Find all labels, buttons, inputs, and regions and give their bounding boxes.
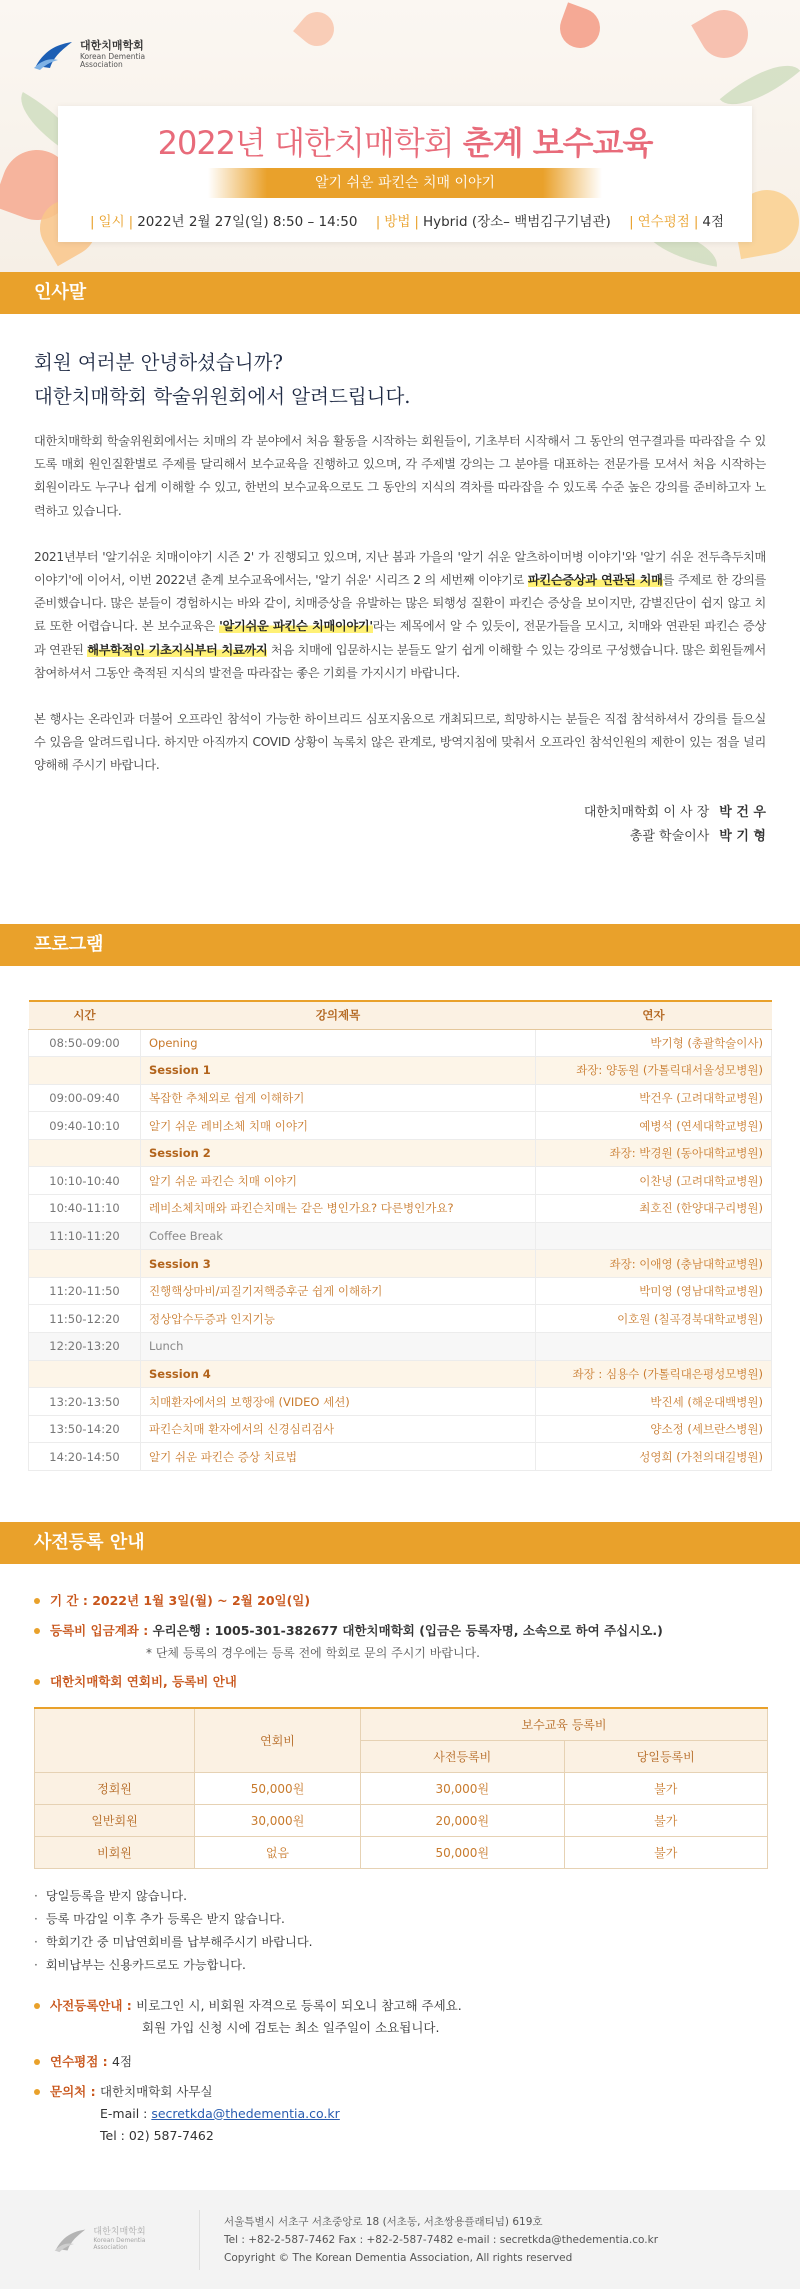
program-speaker: 박진세 (해운대백병원)	[536, 1388, 772, 1416]
paragraph-text: 2021년부터 '알기쉬운 치매이야기 시즌 2' 가 진행되고 있으며, 지난 봄과 가을의 '알기 쉬운 알츠하이머병 이야기'와 '알기 쉬운 전두측두치매 이야기'에 이어서, 이번 2022년 춘계 보수교육에서는, '알기 쉬운' 시리즈 2 의 세번째 이야기로	[34, 549, 766, 588]
footer-contacts: Tel : +82-2-587-7462 Fax : +82-2-587-7482 e-mail : secretkda@thedementia.co.kr	[224, 2233, 659, 2246]
fee-header-onsite: 당일등록비	[564, 1740, 768, 1772]
program-time: 14:20-14:50	[29, 1443, 141, 1471]
main-title	[58, 118, 752, 164]
signature-block	[34, 801, 766, 849]
program-row	[29, 1305, 772, 1333]
pre-registration-info	[34, 1995, 766, 2017]
program-speaker: 박기형 (총괄학술이사)	[536, 1029, 772, 1057]
main-title-highlight: 춘계 보수교육	[462, 124, 653, 162]
fee-onsite: 불가	[564, 1836, 768, 1868]
program-lecture-title: Session 1	[141, 1057, 536, 1085]
credit-value: 4점	[702, 214, 725, 230]
program-speaker: 성영희 (가천의대길병원)	[536, 1443, 772, 1471]
signer-2-role: 총괄 학술이사	[629, 828, 710, 844]
fee-member-category: 일반회원	[35, 1804, 195, 1836]
fee-table	[34, 1707, 768, 1869]
program-lecture-title: 알기 쉬운 파킨슨 증상 치료법	[141, 1443, 536, 1471]
greeting-heading-line-1: 회원 여러분 안녕하셨습니까?	[34, 351, 283, 374]
footer-copyright: Copyright © The Korean Dementia Association, All rights reserved	[224, 2251, 573, 2264]
highlight-text: 해부학적인 기초지식부터 치료까지	[87, 642, 268, 657]
program-time: 12:20-13:20	[29, 1333, 141, 1361]
program-lecture-title: 파킨슨치매 환자에서의 신경심리검사	[141, 1415, 536, 1443]
pre-value-2: 회원 가입 신청 시에 검토는 최소 일주일이 소요됩니다.	[142, 2019, 440, 2035]
fee-header-blank	[35, 1708, 195, 1772]
program-speaker: 박건우 (고려대학교병원)	[536, 1084, 772, 1112]
program-lecture-title: 알기 쉬운 레비소체 치매 이야기	[141, 1112, 536, 1140]
fee-annual: 없음	[195, 1836, 361, 1868]
program-time	[29, 1250, 141, 1278]
program-lecture-title: Session 2	[141, 1139, 536, 1167]
program-lecture-title: Session 4	[141, 1360, 536, 1388]
fee-header-row	[35, 1708, 768, 1740]
program-speaker: 이찬녕 (고려대학교병원)	[536, 1167, 772, 1195]
pre-label: 사전등록안내 :	[50, 1997, 137, 2013]
program-speaker: 좌장: 박경원 (동아대학교병원)	[536, 1139, 772, 1167]
section-title-program: 프로그램	[0, 924, 800, 966]
program-lecture-title: 진행핵상마비/피질기저핵증후군 쉽게 이해하기	[141, 1277, 536, 1305]
program-row	[29, 1139, 772, 1167]
pre-value-1: 비로그인 시, 비회원 자격으로 등록이 되오니 참고해 주세요.	[136, 1997, 462, 2013]
fee-label: 대한치매학회 연회비, 등록비 안내	[50, 1674, 237, 1689]
program-lecture-title: 레비소체치매와 파킨슨치매는 같은 병인가요? 다른병인가요?	[141, 1195, 536, 1223]
signer-1-name: 박 건 우	[719, 804, 766, 820]
footer-logo-korean: 대한치매학회	[93, 2227, 146, 2238]
registration-note-item: · 회비납부는 신용카드로도 가능합니다.	[34, 1954, 766, 1977]
email-label: E-mail :	[100, 2105, 152, 2121]
program-row	[29, 1277, 772, 1305]
program-speaker: 최호진 (한양대구리병원)	[536, 1195, 772, 1223]
group-registration-note: * 단체 등록의 경우에는 등록 전에 학회로 문의 주시기 바랍니다.	[146, 1646, 480, 1660]
program-lecture-title: 치매환자에서의 보행장애 (VIDEO 세션)	[141, 1388, 536, 1416]
program-speaker	[536, 1222, 772, 1250]
main-title-prefix: 2022년 대한치매학회	[157, 124, 463, 162]
program-section	[0, 966, 800, 1522]
program-lecture-title: 정상압수두증과 인지기능	[141, 1305, 536, 1333]
registration-period	[34, 1590, 766, 1612]
program-time: 11:20-11:50	[29, 1277, 141, 1305]
registration-note-item: · 당일등록을 받지 않습니다.	[34, 1885, 766, 1908]
section-title-greeting: 인사말	[0, 272, 800, 314]
fee-row	[35, 1804, 768, 1836]
footer-logo[interactable]	[0, 2210, 200, 2270]
contact-value: 대한치매학회 사무실	[99, 2083, 213, 2099]
program-lecture-title: 알기 쉬운 파킨슨 치매 이야기	[141, 1167, 536, 1195]
method-label: 방법	[384, 214, 411, 230]
program-row	[29, 1029, 772, 1057]
date-value: 2022년 2월 27일(일) 8:50 – 14:50	[137, 214, 358, 230]
greeting-paragraph-2	[34, 546, 766, 685]
program-table	[28, 1000, 772, 1471]
program-time	[29, 1360, 141, 1388]
col-header-title: 강의제목	[141, 1001, 536, 1029]
program-time: 11:50-12:20	[29, 1305, 141, 1333]
col-header-time: 시간	[29, 1001, 141, 1029]
title-card	[58, 106, 752, 242]
greeting-section	[0, 314, 800, 924]
date-label: 일시	[98, 214, 125, 230]
fee-header-pre: 사전등록비	[361, 1740, 565, 1772]
registration-section	[0, 1564, 800, 2147]
email-line	[34, 2103, 766, 2125]
credit-label: 연수평점	[637, 214, 690, 230]
kda-logo-icon	[32, 38, 74, 72]
program-lecture-title: Lunch	[141, 1333, 536, 1361]
fee-row	[35, 1836, 768, 1868]
fee-header-edu: 보수교육 등록비	[361, 1708, 768, 1740]
fee-onsite: 불가	[564, 1772, 768, 1804]
col-header-speaker: 연자	[536, 1001, 772, 1029]
contact-label: 문의처 :	[50, 2083, 100, 2099]
registration-notes-list	[34, 1885, 766, 1977]
signer-1-role: 대한치매학회 이 사 장	[583, 804, 710, 820]
program-row	[29, 1388, 772, 1416]
credit-info-label: 연수평점 :	[50, 2053, 113, 2069]
program-time	[29, 1139, 141, 1167]
program-speaker: 좌장 : 심용수 (가톨릭대은평성모병원)	[536, 1360, 772, 1388]
table-header-row	[29, 1001, 772, 1029]
logo-korean-name: 대한치매학회	[80, 39, 144, 53]
paragraph-text: 라는 제목에서 알 수 있듯이, 전문가들을 모시고, 치매와 연관된 파킨슨 증상과 연관된	[34, 619, 766, 657]
program-lecture-title: 복잡한 추체외로 쉽게 이해하기	[141, 1084, 536, 1112]
registration-note-item: · 학회기간 중 미납연회비를 납부해주시기 바랍니다.	[34, 1931, 766, 1954]
fee-annual: 50,000원	[195, 1772, 361, 1804]
fee-member-category: 비회원	[35, 1836, 195, 1868]
program-row	[29, 1222, 772, 1250]
footer-logo-english-1: Korean Dementia	[93, 2236, 146, 2244]
program-time: 11:10-11:20	[29, 1222, 141, 1250]
signer-2-name: 박 기 형	[719, 828, 766, 844]
fee-pre-registration: 30,000원	[361, 1772, 565, 1804]
credit-info	[34, 2051, 766, 2073]
logo-english-name-2: Association	[80, 60, 123, 70]
association-logo[interactable]	[32, 38, 145, 72]
fee-onsite: 불가	[564, 1804, 768, 1836]
program-row	[29, 1360, 772, 1388]
fee-pre-registration: 20,000원	[361, 1804, 565, 1836]
program-speaker: 예병석 (연세대학교병원)	[536, 1112, 772, 1140]
program-time	[29, 1057, 141, 1085]
greeting-paragraph-1: 대한치매학회 학술위원회에서는 치매의 각 분야에서 처음 활동을 시작하는 회원들이, 기초부터 시작해서 그 동안의 연구결과를 따라잡을 수 있도록 매회 원인질환별로 주제를 달리해서 보수교육을 진행하고 있으며, 각 주제별 강의는 그 분야를 대표하는 전문가를 모셔서 처음 시작하는 회원이라도 누구나 쉽게 이해할 수 있고, 한번의 보수교육으로도 그 동안의 지식의 격차를 따라잡을 수 있도록 수준 높은 강의를 준비하고자 노력하고 있습니다.	[34, 434, 766, 518]
program-time: 08:50-09:00	[29, 1029, 141, 1057]
flower-petal-decoration	[293, 5, 341, 53]
greeting-heading-line-2: 대한치매학회 학술위원회에서 알려드립니다.	[34, 385, 411, 408]
program-speaker: 박미영 (영남대학교병원)	[536, 1277, 772, 1305]
program-lecture-title: Coffee Break	[141, 1222, 536, 1250]
registration-account	[34, 1620, 766, 1642]
footer-logo-english-2: Association	[93, 2243, 128, 2251]
section-title-registration: 사전등록 안내	[0, 1522, 800, 1564]
footer	[0, 2190, 800, 2289]
program-row	[29, 1415, 772, 1443]
logo-english-name-1: Korean Dementia	[80, 51, 146, 61]
fee-member-category: 정회원	[35, 1772, 195, 1804]
fee-annual: 30,000원	[195, 1804, 361, 1836]
fee-pre-registration: 50,000원	[361, 1836, 565, 1868]
program-speaker: 좌장: 양동원 (가톨릭대서울성모병원)	[536, 1057, 772, 1085]
registration-note-item: · 등록 마감일 이후 추가 등록은 받지 않습니다.	[34, 1908, 766, 1931]
flower-petal-decoration	[554, 2, 605, 53]
program-time: 10:40-11:10	[29, 1195, 141, 1223]
program-row	[29, 1333, 772, 1361]
greeting-paragraph-3: 본 행사는 온라인과 더불어 오프라인 참석이 가능한 하이브리드 심포지움으로 개최되므로, 희망하시는 분들은 직접 참석하셔서 강의를 들으실 수 있음을 알려드립니다. 하지만 아직까지 COVID 상황이 녹록치 않은 관계로, 방역지침에 맞춰서 오프라인 참석인원의 제한이 있는 점을 널리 양해해 주시기 바랍니다.	[34, 712, 766, 773]
program-row	[29, 1112, 772, 1140]
credit-info-value: 4점	[112, 2053, 133, 2069]
event-info-line: | 일시 | 2022년 2월 27일(일) 8:50 – 14:50 | 방법 | Hybrid (장소– 백범김구기념관) | 연수평점 | 4점	[89, 214, 725, 230]
fee-header-annual: 연회비	[195, 1708, 361, 1772]
program-lecture-title: Session 3	[141, 1250, 536, 1278]
fee-info-heading	[34, 1671, 766, 1693]
program-time: 09:40-10:10	[29, 1112, 141, 1140]
program-speaker: 좌장: 이애영 (충남대학교병원)	[536, 1250, 772, 1278]
program-time: 09:00-09:40	[29, 1084, 141, 1112]
program-row	[29, 1057, 772, 1085]
flower-petal-decoration	[691, 1, 757, 67]
contact-info	[34, 2081, 766, 2103]
program-row	[29, 1167, 772, 1195]
highlight-text: 파킨슨증상과 연관된 치매	[527, 573, 663, 588]
highlight-text: '알기쉬운 파킨슨 치매이야기'	[219, 619, 373, 634]
method-value: Hybrid (장소– 백범김구기념관)	[422, 214, 611, 230]
kda-logo-icon	[53, 2226, 87, 2254]
period-text: 기 간 : 2022년 1월 3일(월) ~ 2월 20일(일)	[50, 1593, 311, 1608]
program-row	[29, 1084, 772, 1112]
paragraph-text: 를 주제로 한 강의를 준비했습니다. 많은 분들이 경험하시는 바와 같이, 치매증상을 유발하는 많은 퇴행성 질환이 파킨슨 증상을 보이지만, 감별진단이 쉽지 않고 치료 또한 어렵습니다. 본 보수교육은	[34, 573, 766, 634]
footer-address: 서울특별시 서초구 서초중앙로 18 (서초동, 서초쌍용플래티넘) 619호	[224, 2215, 543, 2228]
program-time: 10:10-10:40	[29, 1167, 141, 1195]
account-value: 우리은행 : 1005-301-382677 대한치매학회 (입금은 등록자명, 소속으로 하여 주십시오.)	[152, 1623, 663, 1638]
program-time: 13:50-14:20	[29, 1415, 141, 1443]
program-speaker: 이호원 (칠곡경북대학교병원)	[536, 1305, 772, 1333]
program-row	[29, 1195, 772, 1223]
program-speaker: 양소정 (세브란스병원)	[536, 1415, 772, 1443]
program-row	[29, 1443, 772, 1471]
paragraph-text: 처음 치매에 입문하시는 분들도 알기 쉽게 이해할 수 있는 강의로 구성했습니다. 많은 회원들께서 참여하셔서 그동안 축적된 지식의 발전을 따라잡는 좋은 기회를 가지시기 바랍니다.	[34, 642, 766, 680]
tel-line: Tel : 02) 587-7462	[100, 2127, 214, 2143]
program-speaker	[536, 1333, 772, 1361]
hero-header	[0, 0, 800, 272]
program-time: 13:20-13:50	[29, 1388, 141, 1416]
program-row	[29, 1250, 772, 1278]
program-lecture-title: Opening	[141, 1029, 536, 1057]
fee-row	[35, 1772, 768, 1804]
email-link[interactable]: secretkda@thedementia.co.kr	[151, 2105, 340, 2121]
account-label: 등록비 입금계좌 :	[50, 1623, 153, 1638]
subtitle-ribbon: 알기 쉬운 파킨슨 치매 이야기	[208, 168, 602, 198]
footer-info	[200, 2213, 658, 2267]
greeting-heading	[34, 346, 766, 414]
